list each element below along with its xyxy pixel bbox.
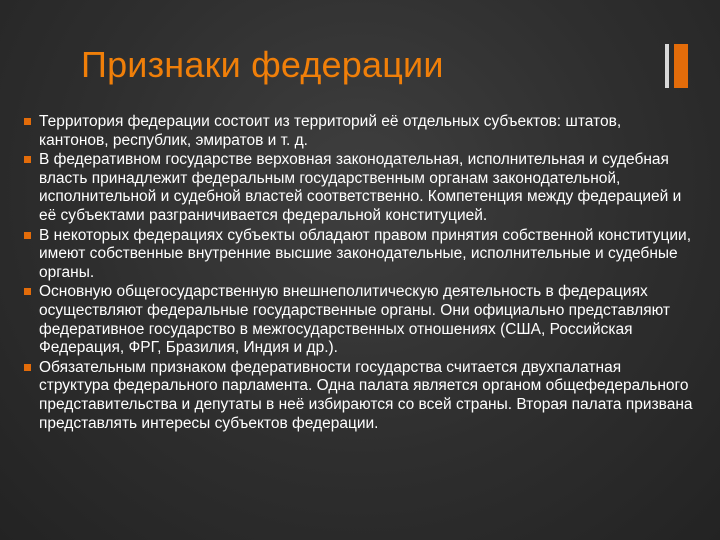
bullet-text: Основную общегосударственную внешнеполитическую деятельность в федерациях осуществляют федеральные государственные органы. Они официально представляют федеративное государство в межгосударственных отношениях (США, Российская Федерация, ФРГ, Бразилия, Индия и др.).	[39, 283, 670, 357]
bullet-text: В некоторых федерациях субъекты обладают правом принятия собственной конституции, имеют собственные внутренние высшие законодательные, исполнительные и судебные органы.	[39, 226, 692, 281]
bullet-item	[22, 359, 694, 433]
bullet-list	[22, 113, 694, 434]
bullet-item	[22, 151, 694, 225]
bullet-text: В федеративном государстве верховная законодательная, исполнительная и судебная власть принадлежит федеральным государственным органам законодательной, исполнительной и судебной властей соответственно. Компетенция между федерацией и её субъектами разграничивается федеральной конституцией.	[39, 151, 682, 224]
slide-title: Признаки федерации	[81, 44, 444, 85]
title-accent-bar-light	[665, 44, 669, 88]
bullet-item	[22, 227, 694, 283]
bullet-text: Обязательным признаком федеративности государства считается двухпалатная структура федерального парламента. Одна палата является органом общефедерального представительства и депутаты в неё избираются со всей страны. Вторая палата призвана представлять интересы субъектов федерации.	[39, 358, 693, 432]
square-bullet-icon	[24, 288, 31, 295]
square-bullet-icon	[24, 232, 31, 239]
bullet-item	[22, 113, 694, 150]
square-bullet-icon	[24, 156, 31, 163]
square-bullet-icon	[24, 364, 31, 371]
bullet-text: Территория федерации состоит из территорий её отдельных субъектов: штатов, кантонов, республик, эмиратов и т. д.	[39, 113, 622, 149]
bullet-item	[22, 283, 694, 357]
title-accent-bar-orange	[674, 44, 688, 88]
square-bullet-icon	[24, 118, 31, 125]
